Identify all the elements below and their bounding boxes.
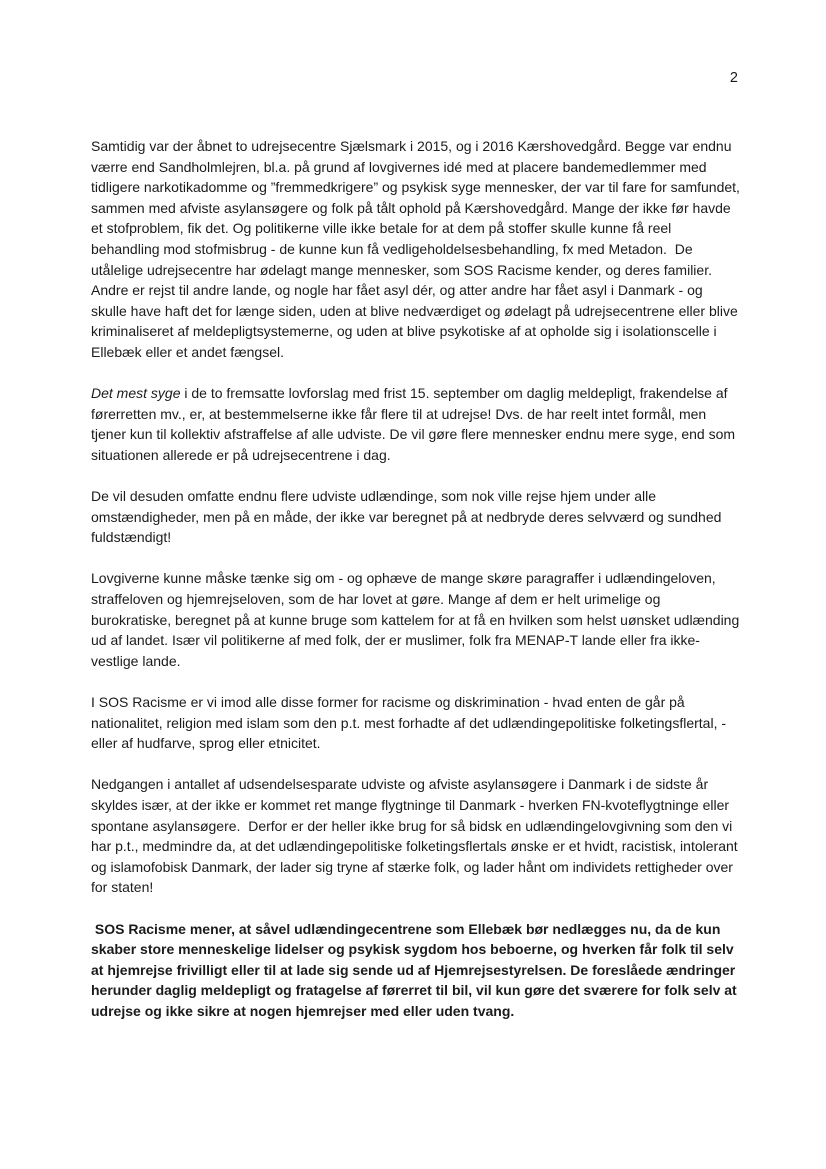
paragraph-text: i de to fremsatte lovforslag med frist 15. september om daglig meldepligt, frakendelse af førerretten mv., er, at bestemmelserne ikke får flere til at udrejse! Dvs. de har reelt intet formål, men tjener kun til kollektiv afstraffelse af alle udviste. De vil gøre flere mennesker endnu mere syge, end som situationen allerede er på udrejsecentrene i dag. — [91, 385, 739, 463]
paragraph-text: Samtidig var der åbnet to udrejsecentre Sjælsmark i 2015, og i 2016 Kærshovedgård. Begge var endnu værre end Sandholmlejren, bl.a. på grund af lovgivernes idé med at placere bandemedlemmer med tidligere narkotikadomme og ”fremmedkrigere” og psykisk syge mennesker, der var til fare for samfundet, sammen med afviste asylansøgere og folk på tålt ophold på Kærshovedgård. Mange der ikke før havde et stofproblem, fik det. Og politikerne ville ikke betale for at dem på stoffer skulle kunne få reel behandling mod stofmisbrug - de kunne kun få vedligeholdelsesbehandling, fx med Metadon. De utålelige udrejsecentre har ødelagt mange mennesker, som SOS Racisme kender, og deres familier. Andre er rejst til andre lande, og nogle har fået asyl dér, og atter andre har fået asyl i Danmark - og skulle have haft det for længe siden, uden at blive nedværdiget og ødelagt på udrejsecentrene eller blive kriminaliseret af meldepligtsystemerne, og uden at blive psykotiske af at opholde sig i isolationscelle i Ellebæk eller et andet fængsel. — [91, 138, 744, 360]
paragraph — [91, 383, 740, 465]
paragraph-text: Nedgangen i antallet af udsendelsesparate udviste og afviste asylansøgere i Danmark i de sidste år skyldes især, at der ikke er kommet ret mange flygtninge til Danmark - hverken FN-kvoteflygtninge eller spontane asylansøgere. Derfor er der heller ikke brug for så bidsk en udlændingelovgivning som den vi har p.t., medmindre da, at det udlændingepolitiske folketingsflertals ønske er et hvidt, racistisk, intolerant og islamofobisk Danmark, der lader sig tryne af stærke folk, og lader hånt om individets rettigheder over for staten! — [91, 776, 742, 896]
paragraph — [91, 774, 740, 898]
document-content — [91, 136, 744, 1042]
paragraph — [91, 486, 740, 548]
paragraph-text: Lovgiverne kunne måske tænke sig om - og ophæve de mange skøre paragraffer i udlændingeloven, straffeloven og hjemrejseloven, som de har lovet at gøre. Mange af dem er helt urimelige og burokratiske, beregnet på at kunne bruge som kattelem for at få en hvilken som helst uønsket udlænding ud af landet. Især vil politikerne af med folk, der er muslimer, folk fra MENAP-T lande eller fra ikke-vestlige lande. — [91, 570, 744, 669]
paragraph-text: De vil desuden omfatte endnu flere udviste udlændinge, som nok ville rejse hjem under alle omstændigheder, men på en måde, der ikke var beregnet på at nedbryde deres selvværd og sundhed fuldstændigt! — [91, 488, 726, 546]
paragraph — [91, 919, 740, 1022]
paragraph — [91, 692, 740, 754]
paragraph — [91, 568, 744, 671]
paragraph — [91, 136, 744, 363]
paragraph-text: SOS Racisme mener, at såvel udlændingecentrene som Ellebæk bør nedlægges nu, da de kun skaber store menneskelige lidelser og psykisk sygdom hos beboerne, og hverken får folk til selv at hjemrejse frivilligt eller til at lade sig sende ud af Hjemrejsestyrelsen. De foreslåede ændringer herunder daglig meldepligt og fratagelse af førerret til bil, vil kun gøre det sværere for folk selv at udrejse og ikke sikre at nogen hjemrejser med eller uden tvang. — [91, 920, 741, 1019]
paragraph-text-italic: Det mest syge — [91, 385, 181, 402]
paragraph-text: I SOS Racisme er vi imod alle disse former for racisme og diskrimination - hvad enten de går på nationalitet, religion med islam som den p.t. mest forhadte af det udlændingepolitiske folketingsflertal, - eller af hudfarve, sprog eller etnicitet. — [91, 694, 730, 752]
page-number: 2 — [729, 70, 738, 86]
